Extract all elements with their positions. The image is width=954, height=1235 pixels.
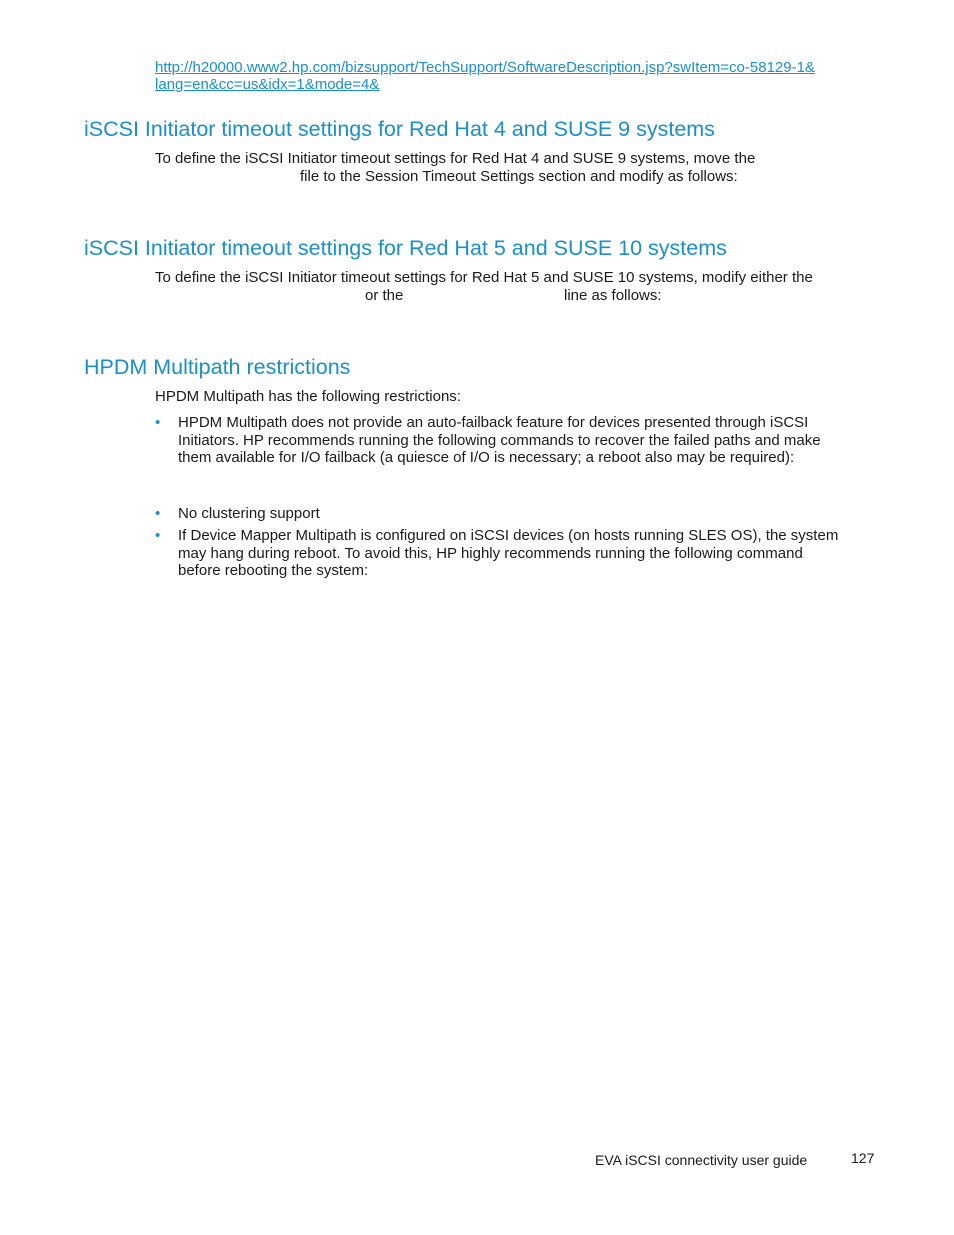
page-number: 127 [851, 1150, 875, 1166]
list-item-no-clustering [178, 505, 838, 523]
section1-text-line-1: To define the iSCSI Initiator timeout settings for Red Hat 4 and SUSE 9 systems, move the [155, 150, 756, 167]
heading-redhat5-suse10: iSCSI Initiator timeout settings for Red Hat 5 and SUSE 10 systems [84, 236, 727, 260]
list-item-device-mapper [178, 527, 838, 580]
section2-text-line-as-follows: line as follows: [564, 287, 662, 304]
list-item-line: HPDM Multipath does not provide an auto-failback feature for devices presented through iSCSI [178, 414, 809, 431]
footer-guide-title: EVA iSCSI connectivity user guide [595, 1152, 808, 1168]
support-link-line-1[interactable]: http://h20000.www2.hp.com/bizsupport/TechSupport/SoftwareDescription.jsp?swItem=co-58129-1& [155, 59, 815, 76]
support-link-line-2[interactable]: lang=en&cc=us&idx=1&mode=4& [155, 76, 380, 93]
section2-text-line-1: To define the iSCSI Initiator timeout settings for Red Hat 5 and SUSE 10 systems, modify either the [155, 269, 813, 286]
restrictions-intro: HPDM Multipath has the following restrictions: [155, 388, 461, 405]
list-item-auto-failback [178, 414, 838, 467]
list-item-line: may hang during reboot. To avoid this, HP highly recommends running the following command [178, 544, 803, 562]
bullet-icon: • [155, 505, 161, 522]
heading-redhat4-suse9: iSCSI Initiator timeout settings for Red Hat 4 and SUSE 9 systems [84, 117, 715, 141]
support-link[interactable] [155, 59, 875, 93]
section2-text-or-the: or the [365, 287, 404, 304]
list-item-line: them available for I/O failback (a quiesce of I/O is necessary; a reboot also may be required): [178, 449, 795, 466]
heading-hpdm-multipath-restrictions: HPDM Multipath restrictions [84, 355, 351, 379]
list-item-line: If Device Mapper Multipath is configured on iSCSI devices (on hosts running SLES OS), the system [178, 527, 839, 544]
list-item-line: before rebooting the system: [178, 562, 369, 579]
list-item-line: No clustering support [178, 505, 320, 522]
bullet-icon: • [155, 527, 161, 544]
bullet-icon: • [155, 414, 161, 431]
list-item-line: Initiators. HP recommends running the following commands to recover the failed paths and make [178, 431, 821, 449]
section1-text-line-2: file to the Session Timeout Settings section and modify as follows: [300, 168, 738, 185]
